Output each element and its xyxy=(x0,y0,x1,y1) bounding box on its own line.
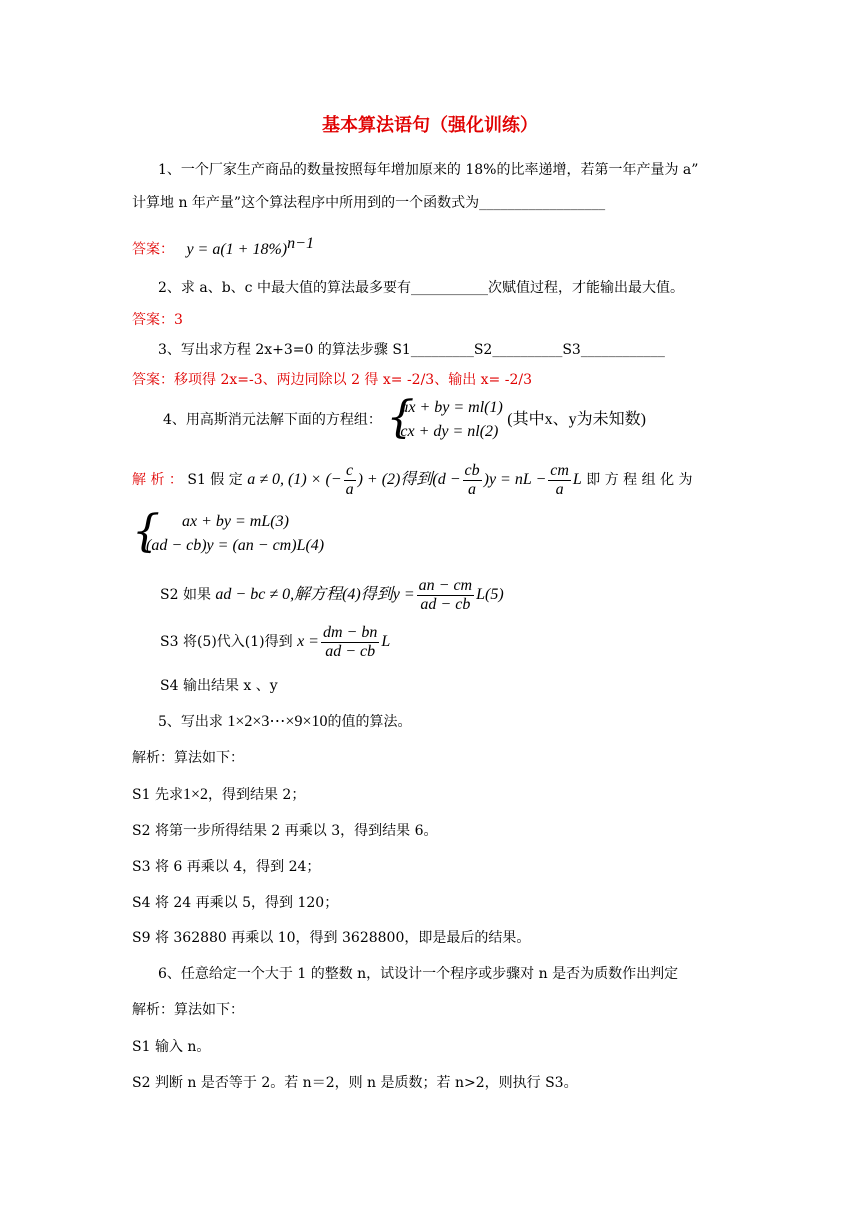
q6-analysis: 解析：算法如下： xyxy=(132,1002,244,1018)
page-title: 基本算法语句（强化训练） xyxy=(322,115,538,136)
q5-s3: S3 将 6 再乘以 4，得到 24； xyxy=(132,859,321,875)
q4-s1-expr-b: ) + (2)得到(d − xyxy=(357,471,461,488)
q4-s1-frac-3 xyxy=(548,462,571,499)
q2-question: 2、求 a、b、c 中最大值的算法最多要有___________次赋值过程，才能输出最大值。 xyxy=(158,280,684,296)
q1-line2: 计算地 n 年产量”这个算法程序中所用到的一个函数式为__________________ xyxy=(132,195,606,211)
q4-s1-expr-c: )y = nL − xyxy=(483,471,547,488)
q6-s2: S2 判断 n 是否等于 2。若 n＝2，则 n 是质数；若 n>2，则执行 S3。 xyxy=(132,1075,578,1091)
frac-denominator: a xyxy=(555,480,564,498)
q4-s2-tail: L(5) xyxy=(476,586,504,603)
frac-numerator: cb xyxy=(464,461,480,479)
frac-numerator: dm − bn xyxy=(322,623,378,641)
frac-denominator: ad − cb xyxy=(325,642,376,660)
q1-line1: 1、一个厂家生产商品的数量按照每年增加原来的 18%的比率递增，若第一年产量为 a” xyxy=(158,162,699,178)
q3-answer: 答案：移项得 2x=-3、两边同除以 2 得 x= -2/3、输出 x= -2/3 xyxy=(132,372,533,388)
brace-icon: { xyxy=(132,506,160,557)
q5-s1 xyxy=(132,785,305,805)
q3-question: 3、写出求方程 2x+3=0 的算法步骤 S1_________S2__________S3____________ xyxy=(158,342,665,358)
q4-eq2: cx + dy = nl(2) xyxy=(400,423,499,440)
q4-equation-system xyxy=(386,392,503,444)
q5-s1-tail: ，得到结果 2； xyxy=(207,787,306,803)
q4-sys2-eq2: (ad − cb)y = (an − cm)L(4) xyxy=(146,537,325,554)
q4-note: (其中x、y为未知数) xyxy=(507,411,646,428)
q5-suffix: 的值的算法。 xyxy=(327,714,412,730)
q4-s1-frac-2 xyxy=(463,462,482,499)
q4-s2-expr: ad − bc ≠ 0,解方程(4)得到y = xyxy=(215,586,415,603)
q4-s2-line xyxy=(160,575,504,615)
q4-question xyxy=(163,392,646,444)
q6-question: 6、任意给定一个大于 1 的整数 n，试设计一个程序或步骤对 n 是否为质数作出判定 xyxy=(158,966,679,982)
q4-s3-tail: L xyxy=(381,633,391,650)
q1-answer xyxy=(132,234,314,260)
q5-s4: S4 将 24 再乘以 5，得到 120； xyxy=(132,895,339,911)
q4-equation-system-2 xyxy=(132,506,325,558)
q4-analysis-label: 解 析 ： xyxy=(132,472,183,488)
q4-s2-frac xyxy=(417,577,474,614)
q4-s3-line xyxy=(160,622,390,662)
frac-numerator: cm xyxy=(550,461,569,479)
frac-denominator: a xyxy=(345,480,354,498)
q1-formula: y = a(1 + 18%) xyxy=(186,240,288,258)
frac-denominator: ad − cb xyxy=(420,595,471,613)
q5-expr: 1×2×3⋯×9×10 xyxy=(227,713,328,730)
brace-icon: { xyxy=(386,392,415,443)
q4-s1-tail: 即 方 程 组 化 为 xyxy=(586,472,693,488)
q6-s1: S1 输入 n。 xyxy=(132,1039,211,1055)
q5-s9: S9 将 362880 再乘以 10，得到 3628800，即是最后的结果。 xyxy=(132,930,531,946)
q5-s2: S2 将第一步所得结果 2 再乘以 3，得到结果 6。 xyxy=(132,823,438,839)
q4-system-2 xyxy=(132,506,325,558)
q1-answer-label: 答案： xyxy=(132,241,174,258)
q5-question xyxy=(158,712,411,732)
q4-sys2-eq1: ax + by = mL(3) xyxy=(182,513,289,530)
frac-numerator: an − cm xyxy=(418,576,473,594)
q4-s1-expr-d: L xyxy=(572,471,582,488)
q4-eq1: ax + by = ml(1) xyxy=(400,399,503,416)
q4-s3-expr: x = xyxy=(297,633,319,650)
q4-s2-label: S2 如果 xyxy=(160,587,211,603)
frac-denominator: a xyxy=(468,480,477,498)
q4-s1-line xyxy=(132,460,693,500)
q4-prefix: 4、用高斯消元法解下面的方程组： xyxy=(163,412,382,428)
q1-formula-exponent: n−1 xyxy=(287,235,314,252)
q4-s1-frac-1 xyxy=(344,462,356,499)
q5-prefix: 5、写出求 xyxy=(158,714,223,730)
q4-s3-frac xyxy=(321,624,379,661)
q4-s1-label: S1 假 定 xyxy=(187,472,243,488)
frac-numerator: c xyxy=(344,462,356,481)
q5-analysis: 解析：算法如下： xyxy=(132,750,244,766)
q4-s1-expr-a: a ≠ 0, (1) × (− xyxy=(247,471,342,488)
q4-s4-line: S4 输出结果 x 、y xyxy=(160,678,278,694)
q5-s1-expr: 1×2 xyxy=(182,786,208,803)
q4-s3-label: S3 将(5)代入(1)得到 xyxy=(160,634,293,650)
q5-s1-label: S1 先求 xyxy=(132,787,183,803)
q2-answer: 答案：3 xyxy=(132,312,183,328)
